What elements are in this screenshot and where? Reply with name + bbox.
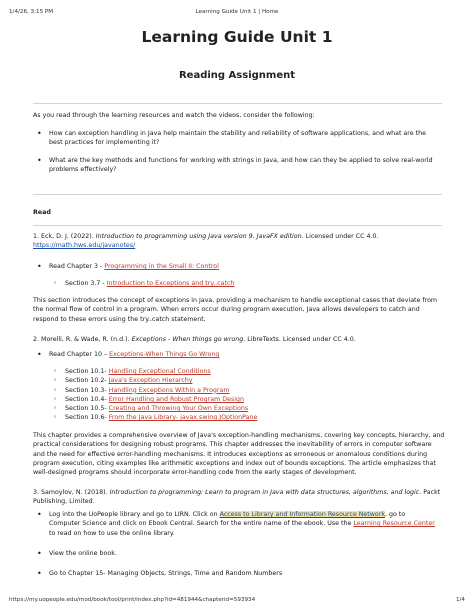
question-item: • How can exception handling in Java help maintain the stability and reliability of software applications, and what are the best practices for implementing it? bbox=[33, 129, 438, 148]
divider bbox=[33, 194, 442, 195]
ref2-section-list bbox=[49, 367, 438, 423]
section-title: Reading Assignment bbox=[178, 70, 296, 81]
print-url: https://my.uopeople.edu/mod/book/tool/print/index.php?id=481944&chapterid=593934 bbox=[9, 597, 256, 603]
question-list bbox=[33, 129, 438, 174]
ref1-chapter-item: • Read Chapter 3 - Programming in the Small II: Control bbox=[33, 262, 438, 271]
reference-2-title: Exceptions - When things go wrong bbox=[131, 336, 244, 343]
section-3-7-link[interactable]: Introduction to Exceptions and try..catch bbox=[106, 280, 235, 287]
print-datetime: 1/4/26, 3:15 PM bbox=[9, 9, 54, 15]
section-10-3-item: ◦ Section 10.3- Handling Exceptions Within a Program bbox=[49, 386, 438, 395]
section-10-2-item: ◦ Section 10.2- Java's Exception Hierarchy bbox=[49, 376, 438, 385]
chapter-3-link[interactable]: Programming in the Small II: Control bbox=[104, 263, 219, 270]
section-10-1-item: ◦ Section 10.1- Handling Exceptional Conditions bbox=[49, 367, 438, 376]
view-book-item: • View the online book. bbox=[33, 549, 438, 558]
section-10-2-link[interactable]: Java's Exception Hierarchy bbox=[108, 377, 193, 385]
reference-3-title: Introduction to programming: Learn to program in Java with data structures, algorithms, and logic bbox=[109, 489, 420, 496]
reference-1-title: Introduction to programming using Java version 9, JavaFX edition bbox=[95, 233, 302, 240]
lirn-link[interactable]: Access to Library and Information Resource Network bbox=[219, 511, 385, 518]
ref1-description: This section introduces the concept of exceptions in Java, providing a mechanism to handle exceptional cases that deviate from the normal flow of control in a program. When errors occur during program execution, Java allows developers to catch and respond to these errors using the try..catch statement. bbox=[33, 297, 438, 323]
learning-resource-center-link[interactable]: Learning Resource Center bbox=[353, 520, 435, 528]
print-page-number: 1/4 bbox=[455, 597, 465, 603]
read-heading: Read bbox=[33, 209, 51, 216]
ref2-description: This chapter provides a comprehensive overview of Java's exception-handling mechanisms, covering key concepts, hierarchy, and practical considerations for designing robust programs. This chapter addresses the inevitability of errors in computer software and the need for effective error-handling mechanisms. It introduces exceptions as erroneous or anomalous conditions during program execution, citing examples like arithmetic exceptions and index out of bounds exceptions. The article emphasizes that well-designed programs should incorporate error-handling code from the early stages of development. bbox=[33, 432, 445, 477]
section-10-3-link[interactable]: Handling Exceptions Within a Program bbox=[108, 386, 230, 394]
javanotes-link[interactable]: https://math.hws.edu/javanotes/ bbox=[33, 242, 136, 250]
section-10-6-link[interactable]: From the Java Library- javax.swing.JOptionPane bbox=[108, 414, 258, 422]
page-title: Learning Guide Unit 1 bbox=[141, 28, 333, 46]
ref1-chapter-list bbox=[33, 262, 438, 271]
divider bbox=[33, 225, 442, 226]
section-10-6-item: ◦ Section 10.6- From the Java Library- javax.swing.JOptionPane bbox=[49, 413, 438, 422]
ref2-chapter-item: • Read Chapter 10 – Exceptions-When Things Go Wrong bbox=[33, 350, 438, 359]
reference-1: 1. Eck, D. J. (2022). Introduction to programming using Java version 9, JavaFX edition. Licensed under CC 4.0. https://math.hws.edu/javanotes/ bbox=[33, 233, 379, 250]
section-10-5-link[interactable]: Creating and Throwing Your Own Exceptions bbox=[108, 405, 249, 413]
intro-text: As you read through the learning resources and watch the videos, consider the following: bbox=[33, 112, 315, 119]
library-instructions-item: • Log into the UoPeople library and go to LIRN. Click on Access to Library and Information Resource Network, go to Computer Science and click on Ebook Central. Search for the entire name of the ebook. Use the Learning Resource Center to read on how to use the online library. bbox=[33, 510, 438, 538]
reference-2: 2. Morelli, R. & Wade, R. (n.d.). Exceptions - When things go wrong. LibreTexts. Licensed under CC 4.0. bbox=[33, 336, 356, 343]
ref1-section-list bbox=[49, 279, 438, 288]
reference-3: 3. Samoylov, N. (2018). Introduction to programming: Learn to program in Java with data structures, algorithms, and logic. Packt Publishing, Limited. bbox=[33, 489, 441, 506]
section-10-1-link[interactable]: Handling Exceptional Conditions bbox=[108, 368, 211, 375]
divider bbox=[33, 103, 442, 104]
section-10-4-link[interactable]: Error Handling and Robust Program Design bbox=[108, 395, 244, 403]
ref3-steps-list bbox=[33, 510, 438, 578]
print-header bbox=[0, 9, 474, 19]
section-10-4-item: ◦ Section 10.4- Error Handling and Robust Program Design bbox=[49, 395, 438, 404]
chapter-15-item: • Go to Chapter 15- Managing Objects, Strings, Time and Random Numbers bbox=[33, 569, 438, 578]
chapter-10-link[interactable]: Exceptions-When Things Go Wrong bbox=[109, 351, 220, 358]
question-item: • What are the key methods and functions for working with strings in Java, and how can they be applied to solve real-world problems effectively? bbox=[33, 156, 438, 175]
ref1-section-item: ◦ Section 3.7 - Introduction to Exceptions and try..catch bbox=[49, 279, 438, 288]
section-10-5-item: ◦ Section 10.5- Creating and Throwing Your Own Exceptions bbox=[49, 404, 438, 413]
ref2-chapter-list bbox=[33, 350, 438, 359]
print-page-title: Learning Guide Unit 1 | Home bbox=[195, 9, 279, 15]
